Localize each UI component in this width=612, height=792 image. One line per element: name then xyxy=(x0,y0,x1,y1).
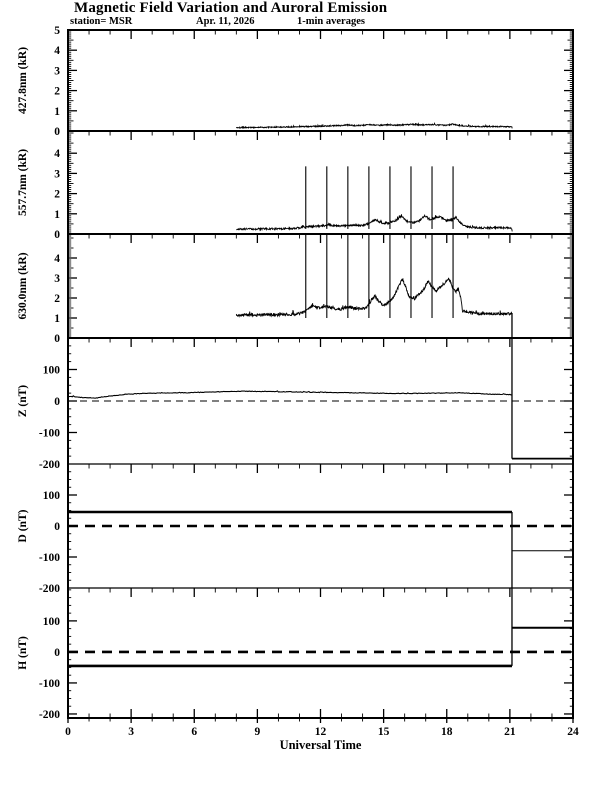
y-tick-label: 100 xyxy=(42,364,60,377)
date-label: Apr. 11, 2026 xyxy=(196,16,255,27)
y-tick-label: 1 xyxy=(54,105,60,118)
y-axis-title-Z: Z (nT) xyxy=(17,384,29,418)
panel-emission-630nm xyxy=(17,234,573,345)
y-tick-label: 0 xyxy=(54,229,60,241)
y-tick-label: 2 xyxy=(54,188,60,201)
y-tick-label: 3 xyxy=(54,273,60,285)
y-tick-label: -100 xyxy=(38,677,60,690)
panel-emission-557nm xyxy=(17,131,573,241)
plot-frame xyxy=(65,30,579,752)
x-tick-label: 3 xyxy=(128,726,134,738)
y-tick-label: 3 xyxy=(54,168,60,181)
y-tick-label: 2 xyxy=(54,293,60,305)
data-trace xyxy=(236,214,512,231)
y-tick-label: 5 xyxy=(54,25,60,37)
x-tick-label: 0 xyxy=(65,726,71,738)
y-tick-label: 0 xyxy=(54,396,60,408)
y-axis-title-H: H (nT) xyxy=(17,636,29,670)
panel-magnetic-h xyxy=(17,588,573,721)
panel-magnetic-d xyxy=(17,464,573,595)
y-tick-label: 0 xyxy=(54,646,60,659)
y-axis-title-p1: 427.8nm (kR) xyxy=(17,46,29,115)
y-tick-label: 100 xyxy=(42,490,60,502)
y-tick-label: 4 xyxy=(54,148,60,161)
x-tick-label: 12 xyxy=(314,726,327,738)
y-tick-label: 3 xyxy=(54,65,60,78)
y-tick-label: -100 xyxy=(38,552,60,564)
y-tick-label: 0 xyxy=(54,126,60,138)
y-tick-label: 1 xyxy=(54,313,60,325)
y-tick-label: 1 xyxy=(54,208,60,221)
y-tick-label: 2 xyxy=(54,85,60,98)
panel-magnetic-z xyxy=(17,338,573,471)
y-tick-label: -200 xyxy=(38,583,60,595)
panel-emission-427nm xyxy=(17,25,573,138)
y-tick-label: -200 xyxy=(38,459,60,471)
y-axis-title-D: D (nT) xyxy=(17,509,29,543)
y-tick-label: 0 xyxy=(54,333,60,345)
x-tick-label: 15 xyxy=(377,726,390,738)
page-title: Magnetic Field Variation and Auroral Emission xyxy=(74,0,388,16)
station-label: station= MSR xyxy=(70,16,133,27)
y-tick-label: 100 xyxy=(42,615,60,628)
x-tick-label: 21 xyxy=(504,726,516,738)
x-tick-label: 18 xyxy=(441,726,453,738)
averaging-label: 1-min averages xyxy=(297,16,365,27)
x-tick-label: 9 xyxy=(254,726,261,738)
y-tick-label: -200 xyxy=(38,708,60,721)
y-tick-label: 4 xyxy=(54,253,60,265)
y-tick-label: 4 xyxy=(54,45,60,58)
data-trace xyxy=(236,278,512,317)
y-axis-title-p3: 630.0nm (kR) xyxy=(17,252,29,320)
data-trace xyxy=(236,123,512,128)
data-trace xyxy=(68,391,512,398)
y-axis-title-p2: 557.7nm (kR) xyxy=(17,148,29,217)
x-tick-label: 6 xyxy=(191,726,198,738)
x-tick-label: 24 xyxy=(567,726,579,738)
x-axis-title: Universal Time xyxy=(279,738,362,752)
y-tick-label: 0 xyxy=(54,521,60,533)
y-tick-label: -100 xyxy=(38,427,60,440)
